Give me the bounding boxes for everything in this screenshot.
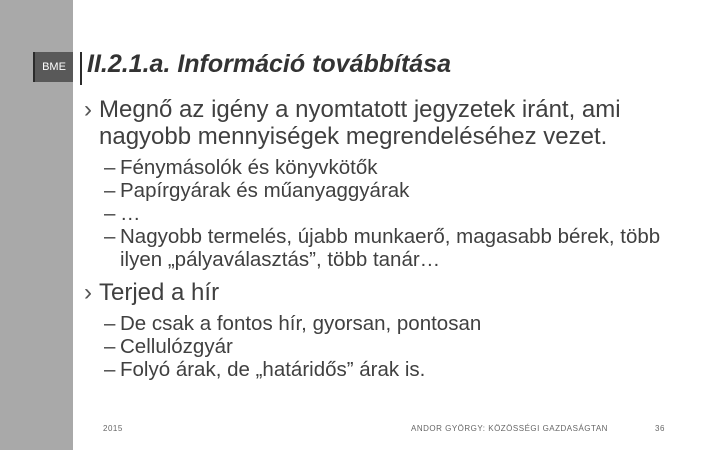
bme-logo: BME xyxy=(33,52,73,82)
sub-bullet xyxy=(84,202,684,225)
title-divider xyxy=(80,52,82,85)
sub-bullet-text: Nagyobb termelés, újabb munkaerő, magasabb bérek, több ilyen „pályaválasztás”, több tanár… xyxy=(120,225,661,271)
dash-marker: – xyxy=(104,335,116,358)
sub-bullet xyxy=(84,179,684,202)
sub-bullet-text: Papírgyárak és műanyaggyárak xyxy=(120,179,410,202)
sub-bullet xyxy=(84,156,684,179)
dash-marker: – xyxy=(104,179,116,202)
sub-bullet-text: … xyxy=(120,202,141,225)
bullet-text: Megnő az igény a nyomtatott jegyzetek iránt, ami nagyobb mennyiségek megrendeléséhez vezet. xyxy=(99,96,621,150)
bullet-marker: › xyxy=(84,279,92,306)
sub-bullet-text: Fénymásolók és könyvkötők xyxy=(120,156,378,179)
bullet-level1 xyxy=(84,96,684,150)
slide-content xyxy=(84,96,684,381)
dash-marker: – xyxy=(104,202,116,225)
sub-bullet xyxy=(84,225,684,271)
sub-bullet xyxy=(84,312,684,335)
dash-marker: – xyxy=(104,358,116,381)
sub-bullet-text: Cellulózgyár xyxy=(120,335,233,358)
page-number: 36 xyxy=(655,424,665,433)
footer-author: ANDOR GYÖRGY: KÖZÖSSÉGI GAZDASÁGTAN xyxy=(411,424,608,433)
bullet-level1 xyxy=(84,279,684,306)
sub-bullet xyxy=(84,358,684,381)
sub-bullet-text: De csak a fontos hír, gyorsan, pontosan xyxy=(120,312,482,335)
dash-marker: – xyxy=(104,312,116,335)
sub-bullet-list xyxy=(84,312,684,381)
sub-bullet-list xyxy=(84,156,684,271)
slide-title: II.2.1.a. Információ továbbítása xyxy=(87,50,452,78)
sub-bullet-text: Folyó árak, de „határidős” árak is. xyxy=(120,358,426,381)
dash-marker: – xyxy=(104,156,116,179)
bullet-marker: › xyxy=(84,96,92,123)
sub-bullet xyxy=(84,335,684,358)
footer-year: 2015 xyxy=(103,424,123,433)
bullet-text: Terjed a hír xyxy=(99,279,220,306)
dash-marker: – xyxy=(104,225,116,248)
